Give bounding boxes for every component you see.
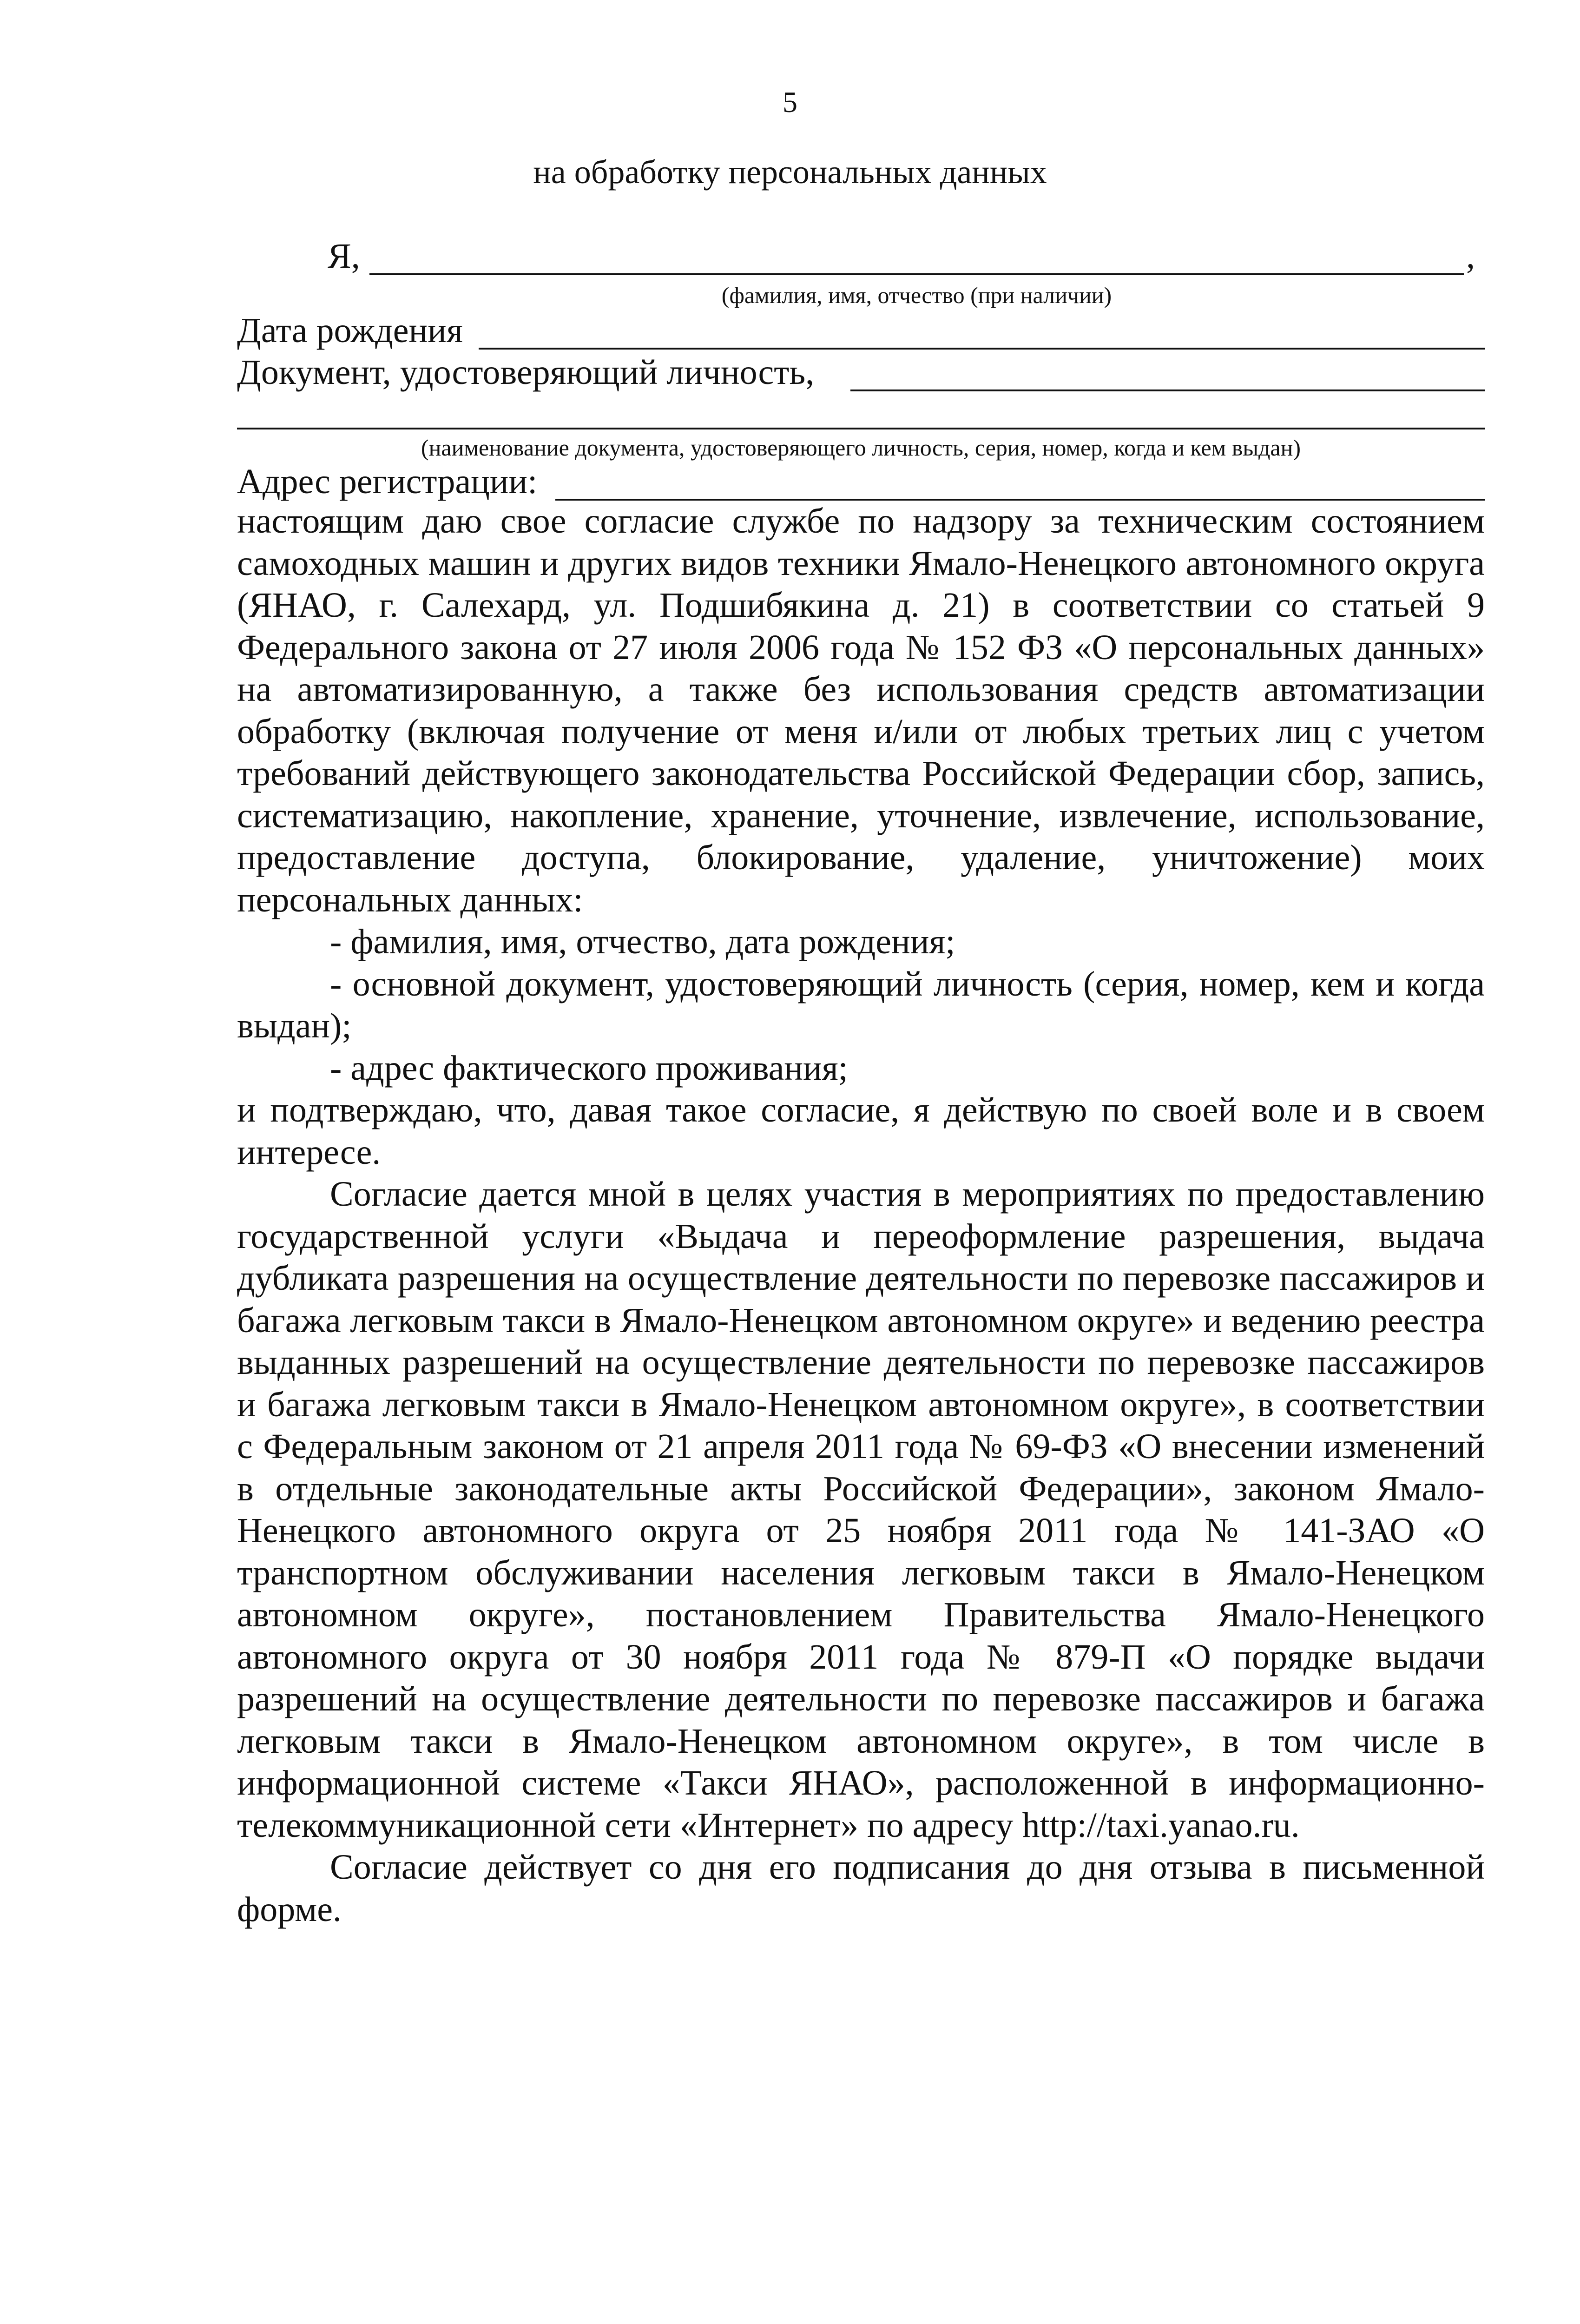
page-number: 5 bbox=[783, 86, 797, 119]
fio-label: Я, bbox=[328, 237, 360, 276]
document-label: Документ, удостоверяющий личность, bbox=[237, 353, 815, 392]
birth-date-input-line[interactable] bbox=[479, 348, 1485, 350]
birth-date-label: Дата рождения bbox=[237, 311, 463, 350]
fio-hint: (фамилия, имя, отчество (при наличии) bbox=[721, 282, 1112, 308]
consent-intro-paragraph: настоящим даю свое согласие службе по надзору за техническим состоянием самоходных машин и других видов техники Ямало-Ненецкого автономного округа (ЯНАО, г. Салехард, ул. Подшибякина д. 21) в соответствии со статьей 9 Федерального закона от 27 июля 2006 года № 152 ФЗ «О персональных данных» на автоматизированную, а также без использования средств автоматизации обработку (включая получение от меня и/или от любых третьих лиц с учетом требований действующего законодательства Российской Федерации сбор, запись, систематизацию, накопление, хранение, уточнение, извлечение, использование, предоставление доступа, блокирование, удаление, уничтожение) моих персональных данных: bbox=[237, 502, 1485, 919]
validity-paragraph: Согласие действует со дня его подписания до дня отзыва в письменной форме. bbox=[237, 1848, 1485, 1929]
fio-line-end: , bbox=[1466, 237, 1475, 276]
data-item-fio: - фамилия, имя, отчество, дата рождения; bbox=[330, 922, 955, 961]
document-hint: (наименование документа, удостоверяющего личность, серия, номер, когда и кем выдан) bbox=[421, 435, 1301, 461]
document-input-line-2[interactable] bbox=[237, 428, 1485, 429]
confirmation-paragraph: и подтверждаю, что, давая такое согласие, я действую по своей воле и в своем интересе. bbox=[237, 1090, 1485, 1172]
fio-input-line[interactable] bbox=[369, 273, 1464, 275]
document-input-line[interactable] bbox=[850, 390, 1485, 391]
address-label: Адрес регистрации: bbox=[237, 462, 538, 501]
document-heading: на обработку персональных данных bbox=[533, 153, 1047, 191]
data-item-address: - адрес фактического проживания; bbox=[330, 1048, 848, 1088]
data-item-document: - основной документ, удостоверяющий личность (серия, номер, кем и когда выдан); bbox=[237, 964, 1485, 1045]
consent-body bbox=[237, 500, 1485, 1930]
purpose-paragraph: Согласие дается мной в целях участия в мероприятиях по предоставлению государственной услуги «Выдача и переоформление разрешения, выдача дубликата разрешения на осуществление деятельности по перевозке пассажиров и багажа легковым такси в Ямало-Ненецком автономном округе» и ведению реестра выданных разрешений на осуществление деятельности по перевозке пассажиров и багажа легковым такси в Ямало-Ненецком автономном округе», в соответствии с Федеральным законом от 21 апреля 2011 года № 69-ФЗ «О внесении изменений в отдельные законодательные акты Российской Федерации», законом Ямало-Ненецкого автономного округа от 25 ноября 2011 года № 141-ЗАО «О транспортном обслуживании населения легковым такси в Ямало-Ненецком автономном округе», постановлением Правительства Ямало-Ненецкого автономного округа от 30 ноября 2011 года № 879-П «О порядке выдачи разрешений на осуществление деятельности по перевозке пассажиров и багажа легковым такси в Ямало-Ненецком автономном округе», в том числе в информационной системе «Такси ЯНАО», расположенной в информационно-телекоммуникационной сети «Интернет» по адресу http://taxi.yanao.ru. bbox=[237, 1175, 1485, 1845]
